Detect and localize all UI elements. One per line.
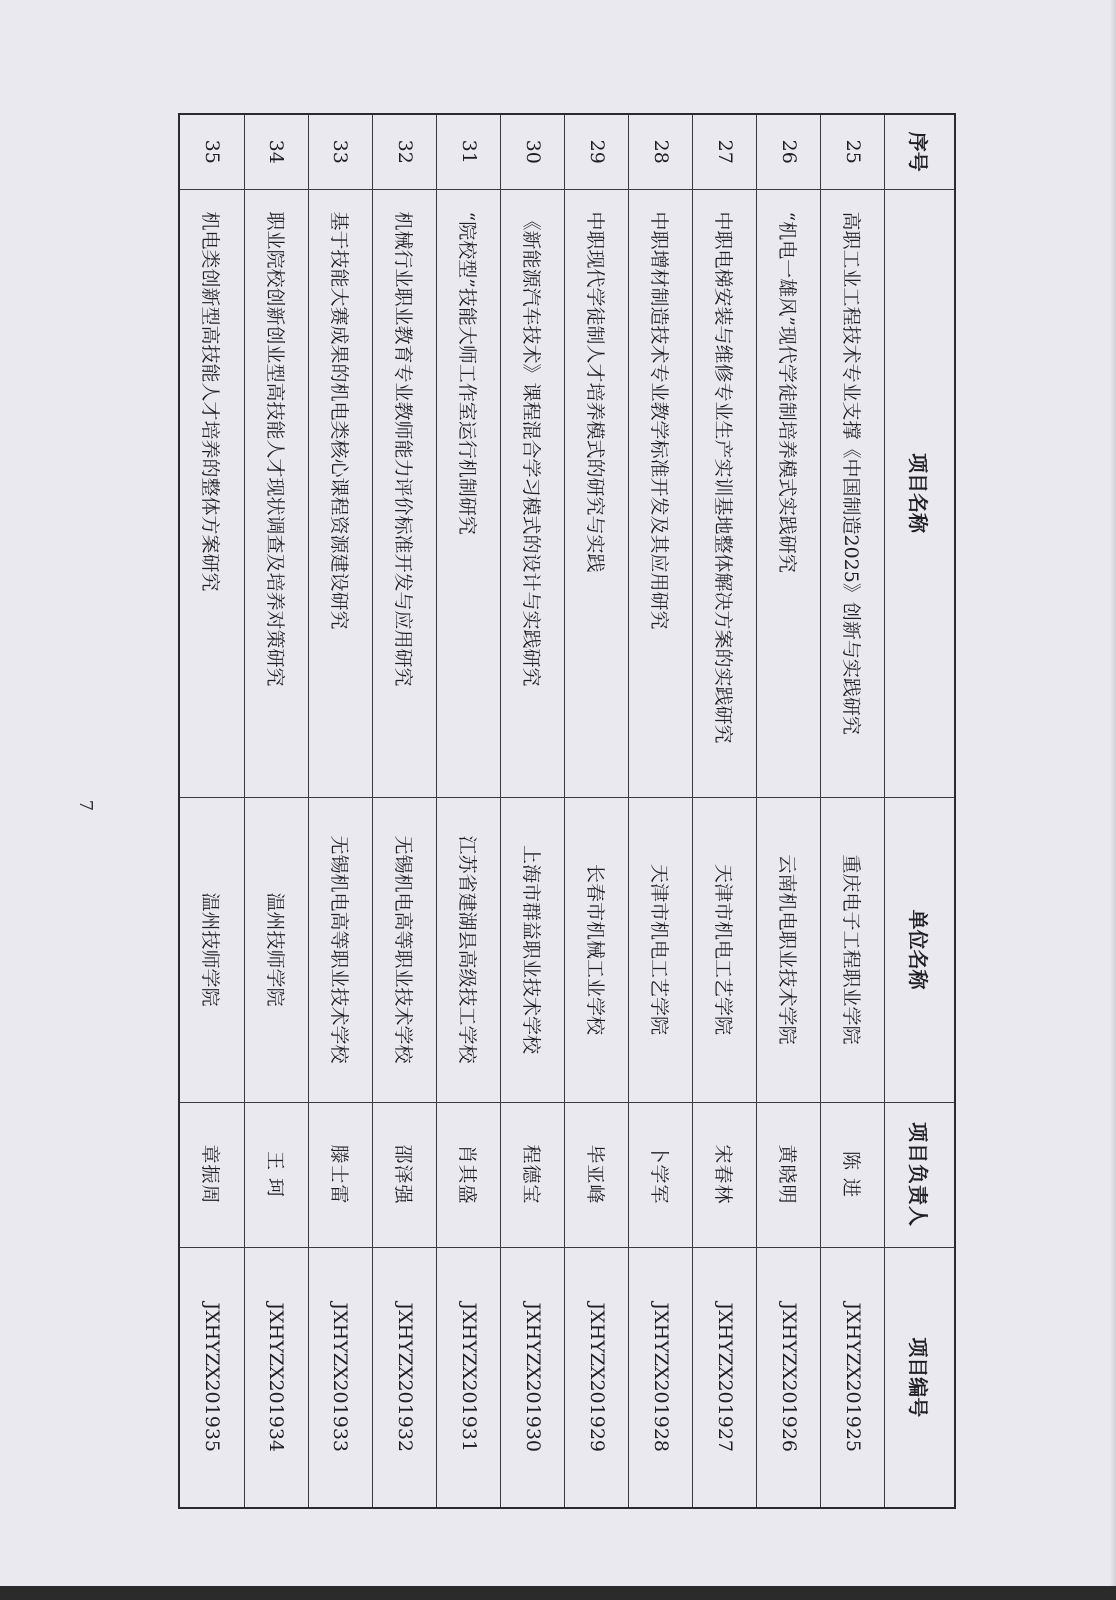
scan-bottom-edge — [0, 1586, 1116, 1600]
cell-project-name: 职业院校创新创业型高技能人才现状调查及培养对策研究 — [244, 189, 308, 797]
table-row — [437, 114, 501, 1508]
cell-project-lead: 邵泽强 — [373, 1102, 437, 1247]
cell-project-code: JXHYZX201929 — [565, 1247, 629, 1508]
cell-unit-name: 温州技师学院 — [244, 797, 308, 1102]
cell-project-name: 机电类创新型高技能人才培养的整体方案研究 — [179, 189, 244, 797]
cell-unit-name: 长春市机械工业学校 — [565, 797, 629, 1102]
table-row — [629, 114, 693, 1508]
cell-project-name: 高职工业工程技术专业支撑《中国制造2025》创新与实践研究 — [821, 189, 885, 797]
cell-unit-name: 上海市群益职业技术学校 — [501, 797, 565, 1102]
header-project-lead: 项目负责人 — [885, 1102, 955, 1247]
header-unit-name: 单位名称 — [885, 797, 955, 1102]
cell-unit-name: 天津市机电工艺学院 — [629, 797, 693, 1102]
cell-unit-name: 无锡机电高等职业技术学校 — [308, 797, 372, 1102]
cell-serial: 32 — [373, 114, 437, 189]
cell-unit-name: 无锡机电高等职业技术学校 — [373, 797, 437, 1102]
cell-project-lead: 毕亚峰 — [565, 1102, 629, 1247]
cell-project-code: JXHYZX201930 — [501, 1247, 565, 1508]
page-shadow — [1110, 0, 1116, 1586]
cell-serial: 26 — [757, 114, 821, 189]
cell-serial: 29 — [565, 114, 629, 189]
cell-project-name: 基于技能大赛成果的机电类核心课程资源建设研究 — [308, 189, 372, 797]
table-row — [308, 114, 372, 1508]
cell-project-name: 中职电梯安装与维修专业生产实训基地整体解决方案的实践研究 — [693, 189, 757, 797]
cell-unit-name: 江苏省建湖县高级技工学校 — [437, 797, 501, 1102]
cell-project-lead: 黄晓明 — [757, 1102, 821, 1247]
cell-unit-name: 云南机电职业技术学院 — [757, 797, 821, 1102]
table-row — [821, 114, 885, 1508]
cell-project-name: 中职现代学徒制人才培养模式的研究与实践 — [565, 189, 629, 797]
cell-serial: 31 — [437, 114, 501, 189]
cell-project-name: 中职增材制造技术专业教学标准开发及其应用研究 — [629, 189, 693, 797]
cell-serial: 28 — [629, 114, 693, 189]
cell-project-code: JXHYZX201932 — [373, 1247, 437, 1508]
table-row — [757, 114, 821, 1508]
cell-project-name: 《新能源汽车技术》课程混合学习模式的设计与实践研究 — [501, 189, 565, 797]
header-project-name: 项目名称 — [885, 189, 955, 797]
header-serial: 序号 — [885, 114, 955, 189]
cell-project-lead: 王 珂 — [244, 1102, 308, 1247]
cell-project-lead: 陈 进 — [821, 1102, 885, 1247]
cell-serial: 25 — [821, 114, 885, 189]
table-body — [179, 114, 885, 1508]
cell-project-lead: 章振周 — [179, 1102, 244, 1247]
cell-project-code: JXHYZX201935 — [179, 1247, 244, 1508]
cell-project-code: JXHYZX201925 — [821, 1247, 885, 1508]
cell-serial: 33 — [308, 114, 372, 189]
cell-project-code: JXHYZX201926 — [757, 1247, 821, 1508]
cell-serial: 27 — [693, 114, 757, 189]
cell-project-lead: 滕士雷 — [308, 1102, 372, 1247]
cell-project-name: “机电一雄风”现代学徒制培养模式实践研究 — [757, 189, 821, 797]
table-row — [501, 114, 565, 1508]
cell-project-name: 机械行业职业教育专业教师能力评价标准开发与应用研究 — [373, 189, 437, 797]
cell-unit-name: 天津市机电工艺学院 — [693, 797, 757, 1102]
cell-project-name: “院校型”技能大师工作室运行机制研究 — [437, 189, 501, 797]
table-row — [565, 114, 629, 1508]
header-project-code: 项目编号 — [885, 1247, 955, 1508]
cell-serial: 30 — [501, 114, 565, 189]
table-row — [693, 114, 757, 1508]
table-row — [179, 114, 244, 1508]
table-header-row — [885, 114, 955, 1508]
table-row — [244, 114, 308, 1508]
cell-project-code: JXHYZX201931 — [437, 1247, 501, 1508]
cell-project-code: JXHYZX201934 — [244, 1247, 308, 1508]
cell-project-code: JXHYZX201927 — [693, 1247, 757, 1508]
cell-project-code: JXHYZX201933 — [308, 1247, 372, 1508]
project-table — [178, 113, 956, 1509]
table-row — [373, 114, 437, 1508]
cell-serial: 34 — [244, 114, 308, 189]
rotated-table-container — [178, 113, 956, 1507]
cell-unit-name: 温州技师学院 — [179, 797, 244, 1102]
cell-project-lead: 程德宝 — [501, 1102, 565, 1247]
cell-project-lead: 宋春林 — [693, 1102, 757, 1247]
cell-serial: 35 — [179, 114, 244, 189]
cell-project-lead: 卜学军 — [629, 1102, 693, 1247]
cell-project-code: JXHYZX201928 — [629, 1247, 693, 1508]
cell-unit-name: 重庆电子工程职业学院 — [821, 797, 885, 1102]
page-number: 7 — [75, 799, 97, 812]
cell-project-lead: 肖其盛 — [437, 1102, 501, 1247]
